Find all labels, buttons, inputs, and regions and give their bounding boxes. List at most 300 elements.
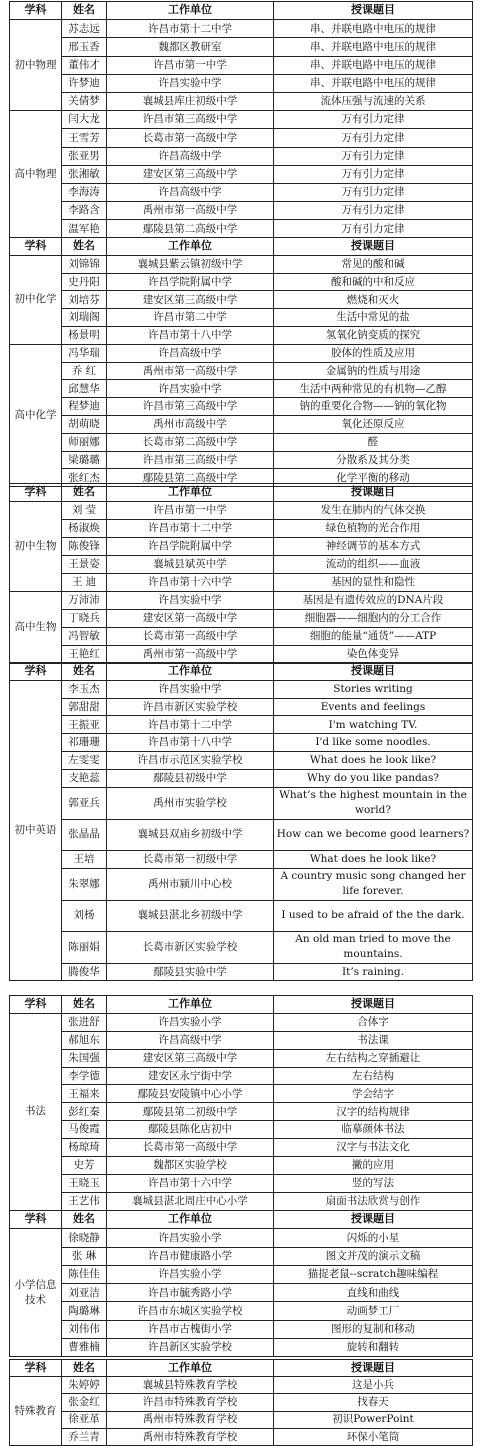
- work-unit: 襄城县库庄初级中学: [107, 92, 274, 110]
- work-unit: 襄城县湛北周庄中心小学: [107, 1192, 274, 1210]
- lesson-topic: 直线和曲线: [274, 1284, 473, 1302]
- header-name: 姓名: [62, 484, 107, 502]
- work-unit: 许昌市东城区实验学校: [107, 1302, 274, 1320]
- lesson-topic: 化学平衡的移动: [274, 469, 473, 487]
- teacher-name: 左雯雯: [62, 751, 107, 769]
- table-row: [10, 398, 473, 416]
- header-unit: 工作单位: [107, 484, 274, 502]
- work-unit: 许昌市第十二中学: [107, 520, 274, 538]
- work-unit: 建安区第三高级中学: [107, 165, 274, 183]
- lesson-topic: 闪烁的小星: [274, 1229, 473, 1247]
- table-row: [10, 380, 473, 398]
- header-topic: 授课题目: [274, 663, 473, 681]
- teacher-name: 师丽娜: [62, 433, 107, 451]
- work-unit: 许昌市第十六中学: [107, 1174, 274, 1192]
- teacher-name: 张晶晶: [62, 819, 107, 850]
- teacher-name: 郭甜甜: [62, 698, 107, 716]
- subject-label: 初中英语: [10, 680, 62, 981]
- header-topic: 授课题目: [274, 996, 473, 1014]
- teacher-name: 李学德: [62, 1067, 107, 1085]
- teacher-name: 许梦迪: [62, 74, 107, 92]
- header-name: 姓名: [62, 238, 107, 256]
- table-row: [10, 734, 473, 752]
- header-topic: 授课题目: [274, 1211, 473, 1229]
- lesson-topic: 竖的写法: [274, 1174, 473, 1192]
- lesson-topic: A country music song changed her life forever.: [274, 868, 473, 900]
- teacher-name: 张进舒: [62, 1013, 107, 1031]
- teacher-name: 刘瑞阁: [62, 309, 107, 327]
- lesson-topic: 旋转和翻转: [274, 1339, 473, 1357]
- teacher-name: 丁晓兵: [62, 610, 107, 628]
- lesson-topic: I used to be afraid of the the dark.: [274, 900, 473, 931]
- lesson-topic: 左右结构之穿插避让: [274, 1049, 473, 1067]
- lesson-topic: 汉字的结构规律: [274, 1103, 473, 1121]
- lesson-topic: 万有引力定律: [274, 220, 473, 238]
- subject-label: 高中物理: [10, 111, 62, 238]
- table-row: [10, 819, 473, 850]
- header-name: 姓名: [62, 1360, 107, 1377]
- teacher-name: 朱婷婷: [62, 1377, 107, 1394]
- teacher-name: 冯华瑞: [62, 344, 107, 362]
- lesson-topic: 左右结构: [274, 1067, 473, 1085]
- work-unit: 许昌实验小学: [107, 1229, 274, 1247]
- lesson-topic: 酸和碱的中和反应: [274, 273, 473, 291]
- table-row: [10, 165, 473, 183]
- work-unit: 许昌学院附属中学: [107, 538, 274, 556]
- lesson-topic: 扇面书法欣赏与创作: [274, 1192, 473, 1210]
- table-row: [10, 787, 473, 819]
- table-header-row: [10, 1360, 473, 1377]
- lesson-topic: 万有引力定律: [274, 202, 473, 220]
- lesson-topic: 染色体变异: [274, 646, 473, 664]
- work-unit: 许昌实验中学: [107, 74, 274, 92]
- work-unit: 许昌市第三高级中学: [107, 398, 274, 416]
- work-unit: 禹州市第一高级中学: [107, 202, 274, 220]
- lesson-topic: 燃烧和灭火: [274, 291, 473, 309]
- table-header-row: [10, 2, 473, 20]
- work-unit: 建安区永宁街中学: [107, 1067, 274, 1085]
- table-row: [10, 1284, 473, 1302]
- teacher-name: 王艳红: [62, 646, 107, 664]
- work-unit: 许昌市第一中学: [107, 56, 274, 74]
- teacher-name: 陈佳佳: [62, 1265, 107, 1283]
- table-row: [10, 1013, 473, 1031]
- work-unit: 禹州市颍川中心校: [107, 868, 274, 900]
- header-topic: 授课题目: [274, 1360, 473, 1377]
- work-unit: 许昌新区实验学校: [107, 1339, 274, 1357]
- lesson-topic: 万有引力定律: [274, 183, 473, 201]
- lesson-topic: 生活中两种常见的有机物—乙醇: [274, 380, 473, 398]
- table-row: [10, 1320, 473, 1338]
- lesson-topic: 初识PowerPoint: [274, 1411, 473, 1428]
- work-unit: 许昌市第三高级中学: [107, 451, 274, 469]
- table-row: [10, 326, 473, 344]
- teacher-name: 王振亚: [62, 716, 107, 734]
- lesson-topic: 万有引力定律: [274, 165, 473, 183]
- table-row: [10, 220, 473, 238]
- teacher-name: 张红杰: [62, 469, 107, 487]
- table-row: [10, 931, 473, 963]
- work-unit: 许昌市健康路小学: [107, 1247, 274, 1265]
- teacher-name: 李路含: [62, 202, 107, 220]
- work-unit: 鄢陵县第二高级中学: [107, 220, 274, 238]
- lesson-topic: Events and feelings: [274, 698, 473, 716]
- work-unit: 建安区第三高级中学: [107, 291, 274, 309]
- lesson-topic: 氢氧化钠变质的探究: [274, 326, 473, 344]
- teacher-name: 朱国强: [62, 1049, 107, 1067]
- work-unit: 鄢陵县初级中学: [107, 769, 274, 787]
- table-row: [10, 1411, 473, 1428]
- work-unit: 许昌高级中学: [107, 183, 274, 201]
- work-unit: 许昌高级中学: [107, 1031, 274, 1049]
- schedule-table: [9, 237, 473, 487]
- work-unit: 鄢陵县陈化店初中: [107, 1121, 274, 1139]
- table-row: [10, 1247, 473, 1265]
- table-row: [10, 291, 473, 309]
- table-header-row: [10, 1211, 473, 1229]
- table-row: [10, 610, 473, 628]
- table-row: [10, 900, 473, 931]
- teacher-name: 王福来: [62, 1085, 107, 1103]
- header-subject: 学科: [10, 1211, 62, 1229]
- header-subject: 学科: [10, 484, 62, 502]
- table-row: [10, 1229, 473, 1247]
- teacher-name: 曹雅楠: [62, 1339, 107, 1357]
- header-topic: 授课题目: [274, 2, 473, 20]
- lesson-topic: 串、并联电路中电压的规律: [274, 56, 473, 74]
- lesson-topic: 流动的组织——血液: [274, 556, 473, 574]
- table-row: [10, 38, 473, 56]
- table-row: [10, 1428, 473, 1445]
- teacher-name: 闫大龙: [62, 111, 107, 129]
- teacher-name: 张湘敏: [62, 165, 107, 183]
- work-unit: 许昌市古槐街小学: [107, 1320, 274, 1338]
- work-unit: 鄢陵县安陵镇中心小学: [107, 1085, 274, 1103]
- table-row: [10, 1174, 473, 1192]
- table-row: [10, 183, 473, 201]
- teacher-name: 支艳蕊: [62, 769, 107, 787]
- header-unit: 工作单位: [107, 663, 274, 681]
- header-unit: 工作单位: [107, 1211, 274, 1229]
- table-row: [10, 273, 473, 291]
- work-unit: 长葛市第一高级中学: [107, 628, 274, 646]
- header-name: 姓名: [62, 663, 107, 681]
- work-unit: 许昌市第一中学: [107, 502, 274, 520]
- teacher-name: 陈俊锋: [62, 538, 107, 556]
- lesson-topic: 猫捉老鼠--scratch趣味编程: [274, 1265, 473, 1283]
- lesson-topic: What does he look like?: [274, 850, 473, 868]
- table-row: [10, 202, 473, 220]
- lesson-topic: 神经调节的基本方式: [274, 538, 473, 556]
- teacher-name: 腾俊华: [62, 963, 107, 981]
- table-row: [10, 716, 473, 734]
- lesson-topic: 动画梦工厂: [274, 1302, 473, 1320]
- teacher-name: 彭红秦: [62, 1103, 107, 1121]
- table-row: [10, 769, 473, 787]
- teacher-name: 刘 莹: [62, 502, 107, 520]
- table-row: [10, 309, 473, 327]
- lesson-topic: What’s the highest mountain in the world?: [274, 787, 473, 819]
- lesson-topic: Stories writing: [274, 680, 473, 698]
- header-name: 姓名: [62, 1211, 107, 1229]
- work-unit: 魏都区实验学校: [107, 1157, 274, 1175]
- lesson-topic: 氧化还原反应: [274, 415, 473, 433]
- table-row: [10, 20, 473, 38]
- header-subject: 学科: [10, 238, 62, 256]
- teacher-name: 陈丽娟: [62, 931, 107, 963]
- table-row: [10, 1049, 473, 1067]
- schedule-table: [9, 662, 473, 981]
- work-unit: 襄城县斌英中学: [107, 556, 274, 574]
- teacher-name: 杨淑焕: [62, 520, 107, 538]
- work-unit: 鄢陵县第二初级中学: [107, 1103, 274, 1121]
- teacher-name: 张金红: [62, 1394, 107, 1411]
- subject-label: 初中物理: [10, 20, 62, 111]
- table-row: [10, 147, 473, 165]
- work-unit: 建安区第一高级中学: [107, 610, 274, 628]
- header-name: 姓名: [62, 2, 107, 20]
- table-row: [10, 255, 473, 273]
- work-unit: 襄城县湛北乡初级中学: [107, 900, 274, 931]
- teacher-name: 郝旭东: [62, 1031, 107, 1049]
- table-row: [10, 1339, 473, 1357]
- lesson-topic: 金属钠的性质与用途: [274, 362, 473, 380]
- work-unit: 禹州市实验学校: [107, 787, 274, 819]
- lesson-topic: 细胞的能量“通货”——ATP: [274, 628, 473, 646]
- work-unit: 襄城县紫云镇初级中学: [107, 255, 274, 273]
- teacher-name: 杨景明: [62, 326, 107, 344]
- table-row: [10, 538, 473, 556]
- lesson-topic: 学会结字: [274, 1085, 473, 1103]
- table-row: [10, 415, 473, 433]
- teacher-name: 徐亚革: [62, 1411, 107, 1428]
- work-unit: 许昌市第十八中学: [107, 734, 274, 752]
- table-row: [10, 451, 473, 469]
- work-unit: 魏都区教研室: [107, 38, 274, 56]
- teacher-name: 邱慧华: [62, 380, 107, 398]
- work-unit: 许昌高级中学: [107, 147, 274, 165]
- teacher-name: 王培: [62, 850, 107, 868]
- work-unit: 许昌市毓秀路小学: [107, 1284, 274, 1302]
- table-row: [10, 1121, 473, 1139]
- lesson-topic: 生活中常见的盐: [274, 309, 473, 327]
- table-row: [10, 628, 473, 646]
- teacher-name: 乔 红: [62, 362, 107, 380]
- lesson-topic: 汉字与书法文化: [274, 1139, 473, 1157]
- work-unit: 许昌市第十八中学: [107, 326, 274, 344]
- work-unit: 许昌市新区实验学校: [107, 698, 274, 716]
- teacher-name: 王晓玉: [62, 1174, 107, 1192]
- lesson-topic: 串、并联电路中电压的规律: [274, 38, 473, 56]
- work-unit: 许昌市第三高级中学: [107, 111, 274, 129]
- table-row: [10, 574, 473, 592]
- teacher-name: 刘培芬: [62, 291, 107, 309]
- table-row: [10, 592, 473, 610]
- table-row: [10, 850, 473, 868]
- header-unit: 工作单位: [107, 238, 274, 256]
- table-row: [10, 111, 473, 129]
- work-unit: 许昌市特殊教育学校: [107, 1394, 274, 1411]
- lesson-topic: 流体压强与流速的关系: [274, 92, 473, 110]
- lesson-topic: 细胞器——细胞内的分工合作: [274, 610, 473, 628]
- table-row: [10, 1085, 473, 1103]
- lesson-topic: 撇的应用: [274, 1157, 473, 1175]
- work-unit: 许昌市第十二中学: [107, 716, 274, 734]
- work-unit: 许昌学院附属中学: [107, 273, 274, 291]
- subject-label: 特殊教育: [10, 1377, 62, 1446]
- work-unit: 鄢陵县第二高级中学: [107, 469, 274, 487]
- teacher-name: 陶璐琳: [62, 1302, 107, 1320]
- teacher-name: 郭亚兵: [62, 787, 107, 819]
- lesson-topic: Why do you like pandas?: [274, 769, 473, 787]
- lesson-topic: 合体字: [274, 1013, 473, 1031]
- work-unit: 许昌实验中学: [107, 380, 274, 398]
- table-header-row: [10, 663, 473, 681]
- teacher-name: 乔兰青: [62, 1428, 107, 1445]
- header-subject: 学科: [10, 2, 62, 20]
- table-row: [10, 1377, 473, 1394]
- table-row: [10, 56, 473, 74]
- table-row: [10, 1192, 473, 1210]
- teacher-name: 张 琳: [62, 1247, 107, 1265]
- header-unit: 工作单位: [107, 996, 274, 1014]
- work-unit: 禹州市特殊教育学校: [107, 1411, 274, 1428]
- header-subject: 学科: [10, 663, 62, 681]
- teacher-name: 温军艳: [62, 220, 107, 238]
- schedule-table: [9, 995, 473, 1211]
- work-unit: 长葛市第二高级中学: [107, 433, 274, 451]
- teacher-name: 刘亚洁: [62, 1284, 107, 1302]
- subject-label: 初中化学: [10, 255, 62, 344]
- work-unit: 长葛市新区实验学校: [107, 931, 274, 963]
- lesson-topic: 万有引力定律: [274, 111, 473, 129]
- table-row: [10, 868, 473, 900]
- teacher-name: 李玉杰: [62, 680, 107, 698]
- teacher-name: 胡萌晓: [62, 415, 107, 433]
- header-subject: 学科: [10, 996, 62, 1014]
- work-unit: 许昌高级中学: [107, 344, 274, 362]
- lesson-topic: How can we become good learners?: [274, 819, 473, 850]
- table-row: [10, 520, 473, 538]
- table-row: [10, 344, 473, 362]
- subject-label: 小学信息技术: [10, 1229, 62, 1357]
- lesson-topic: I'd like some noodles.: [274, 734, 473, 752]
- work-unit: 襄城县特殊教育学校: [107, 1377, 274, 1394]
- header-topic: 授课题目: [274, 484, 473, 502]
- table-row: [10, 751, 473, 769]
- lesson-topic: I'm watching TV.: [274, 716, 473, 734]
- subject-label: 高中生物: [10, 592, 62, 664]
- teacher-name: 程梦迪: [62, 398, 107, 416]
- teacher-name: 史芳: [62, 1157, 107, 1175]
- header-name: 姓名: [62, 996, 107, 1014]
- lesson-topic: 临摹颜体书法: [274, 1121, 473, 1139]
- subject-label: 初中生物: [10, 502, 62, 592]
- lesson-topic: It’s raining.: [274, 963, 473, 981]
- header-unit: 工作单位: [107, 2, 274, 20]
- table-row: [10, 1394, 473, 1411]
- teacher-name: 杨琼琦: [62, 1139, 107, 1157]
- schedule-table: [9, 483, 473, 664]
- table-row: [10, 74, 473, 92]
- table-row: [10, 1157, 473, 1175]
- lesson-topic: 基因的显性和隐性: [274, 574, 473, 592]
- teacher-name: 梁璐璐: [62, 451, 107, 469]
- teacher-name: 关倩梦: [62, 92, 107, 110]
- lesson-topic: 发生在肺内的气体交换: [274, 502, 473, 520]
- lesson-topic: 胶体的性质及应用: [274, 344, 473, 362]
- table-row: [10, 1103, 473, 1121]
- work-unit: 禹州市特殊教育学校: [107, 1428, 274, 1445]
- schedule-table: [9, 1359, 473, 1446]
- work-unit: 许昌市第十二中学: [107, 20, 274, 38]
- table-row: [10, 963, 473, 981]
- teacher-name: 董伟才: [62, 56, 107, 74]
- work-unit: 许昌实验中学: [107, 592, 274, 610]
- teacher-name: 万沛沛: [62, 592, 107, 610]
- table-header-row: [10, 996, 473, 1014]
- lesson-topic: 钠的重要化合物——钠的氧化物: [274, 398, 473, 416]
- lesson-topic: 串、并联电路中电压的规律: [274, 20, 473, 38]
- lesson-topic: 基因是有遗传效应的DNA片段: [274, 592, 473, 610]
- subject-label: 高中化学: [10, 344, 62, 486]
- work-unit: 许昌市示范区实验学校: [107, 751, 274, 769]
- teacher-name: 徐晓静: [62, 1229, 107, 1247]
- table-header-row: [10, 484, 473, 502]
- lesson-topic: 万有引力定律: [274, 147, 473, 165]
- work-unit: 禹州市第一高级中学: [107, 362, 274, 380]
- lesson-topic: 万有引力定律: [274, 129, 473, 147]
- lesson-topic: 这是小兵: [274, 1377, 473, 1394]
- work-unit: 长葛市第一高级中学: [107, 129, 274, 147]
- work-unit: 禹州市高级中学: [107, 415, 274, 433]
- teacher-name: 祁珊珊: [62, 734, 107, 752]
- table-row: [10, 1067, 473, 1085]
- schedule-table: [9, 1210, 473, 1357]
- teacher-name: 王景姿: [62, 556, 107, 574]
- teacher-name: 王 迪: [62, 574, 107, 592]
- table-row: [10, 1265, 473, 1283]
- lesson-topic: 醛: [274, 433, 473, 451]
- work-unit: 许昌实验小学: [107, 1013, 274, 1031]
- lesson-topic: 串、并联电路中电压的规律: [274, 74, 473, 92]
- lesson-topic: 图形的复制和移动: [274, 1320, 473, 1338]
- table-row: [10, 1139, 473, 1157]
- lesson-topic: An old man tried to move the mountains.: [274, 931, 473, 963]
- lesson-topic: 找春天: [274, 1394, 473, 1411]
- table-row: [10, 1302, 473, 1320]
- work-unit: 许昌实验中学: [107, 680, 274, 698]
- schedule-table: [9, 1, 473, 238]
- lesson-topic: 常见的酸和碱: [274, 255, 473, 273]
- table-row: [10, 646, 473, 664]
- lesson-topic: 环保小笔筒: [274, 1428, 473, 1445]
- teacher-name: 苏志远: [62, 20, 107, 38]
- table-row: [10, 92, 473, 110]
- teacher-name: 马俊霞: [62, 1121, 107, 1139]
- table-row: [10, 556, 473, 574]
- work-unit: 长葛市第一高级中学: [107, 1139, 274, 1157]
- table-row: [10, 129, 473, 147]
- lesson-topic: 绿色植物的光合作用: [274, 520, 473, 538]
- lesson-topic: 书法课: [274, 1031, 473, 1049]
- teacher-name: 刘杨: [62, 900, 107, 931]
- work-unit: 许昌实验小学: [107, 1265, 274, 1283]
- work-unit: 许昌市第二中学: [107, 309, 274, 327]
- teacher-name: 朱翠娜: [62, 868, 107, 900]
- lesson-topic: What does he look like?: [274, 751, 473, 769]
- table-row: [10, 1031, 473, 1049]
